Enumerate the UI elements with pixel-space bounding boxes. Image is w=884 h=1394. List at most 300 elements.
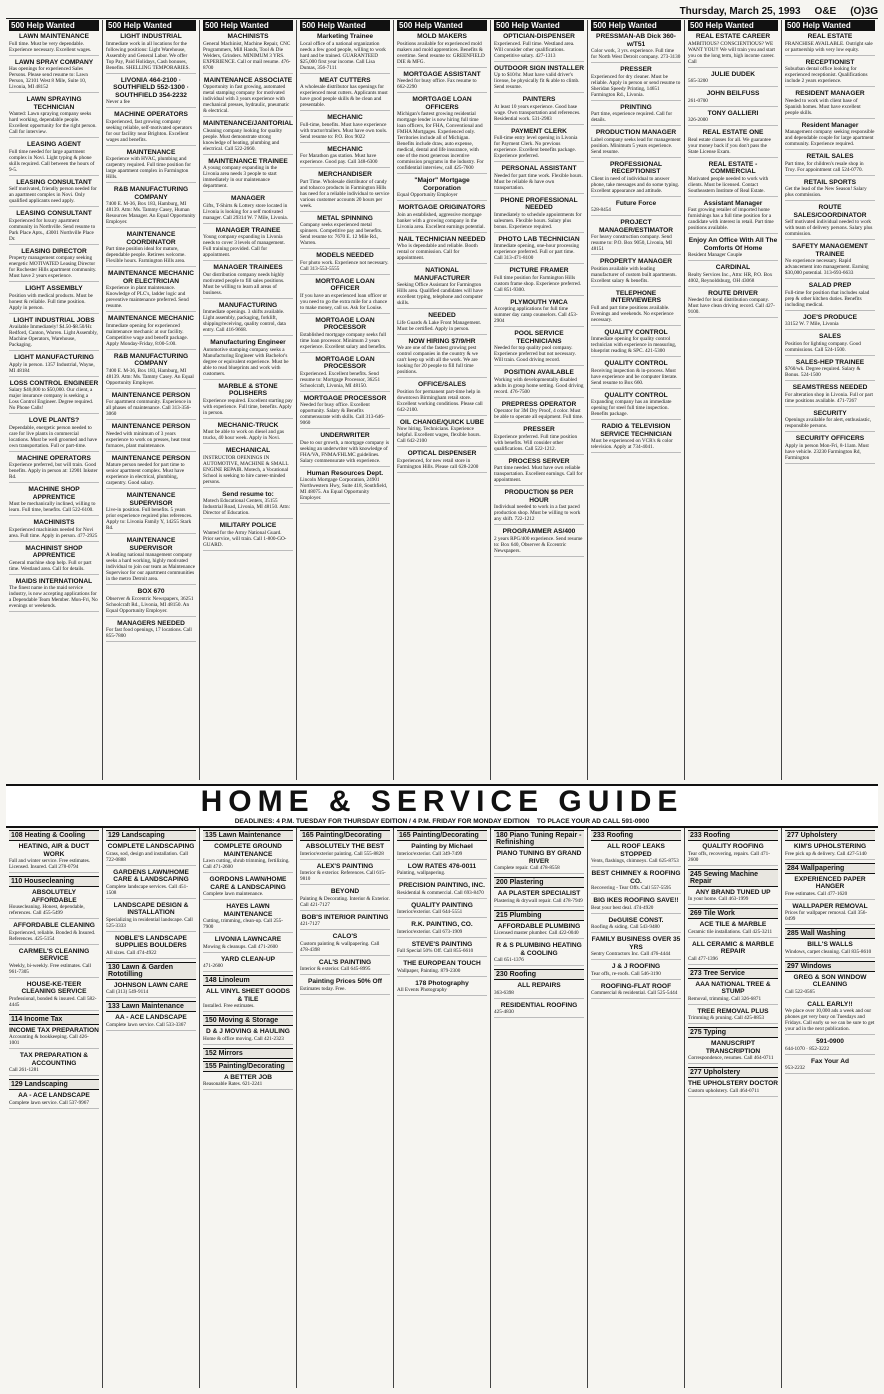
ad-title: PHONE PROFESSIONAL NEEDED [500, 196, 578, 211]
classified-ad [9, 545, 99, 575]
classified-ad [688, 264, 778, 287]
ad-title: REAL ESTATE CAREER [695, 33, 771, 40]
classified-ad [300, 395, 390, 430]
classified-ad [9, 141, 99, 176]
ad-title: REAL ESTATE ONE [702, 129, 764, 136]
ad-title: RADIO & TELEVISION SERVICE TECHNICIAN [600, 423, 672, 438]
ad-body: Needed for busy office. Fax resume to 662-2290 [397, 78, 477, 90]
ad-title: QUALITY CONTROL [604, 391, 668, 399]
ad-body: Wanted: Lawn spraying company seeks hard working, dependable people. Excellent opportunity for the right person. Call for interview. [9, 111, 97, 135]
ad-body: Experienced, fast growing company seeking reliable, self-motivated operators for our facility near Brighton. Excellent wages and benefits. [106, 118, 192, 143]
service-ad [785, 903, 875, 926]
help-wanted-column [297, 20, 394, 780]
service-ad-title: HEATING, AIR & DUCT WORK [18, 843, 90, 858]
ad-title: Send resume to: [222, 490, 274, 498]
service-ad [300, 978, 390, 995]
service-ad-body: 953-2232 [785, 1065, 805, 1071]
ad-body: Operator for 3M Dry Proof, 4 color. Must be able to operate all equipment. Full time. [494, 408, 584, 420]
ad-title: REAL ESTATE - COMMERCIAL [708, 160, 758, 175]
ad-title: MACHINE OPERATORS [114, 111, 188, 118]
ad-body: Who is dependable and reliable. Booth rental or commission. Call for appointment. [397, 243, 478, 261]
service-ad [688, 843, 778, 866]
ad-title: MACHINIST SHOP APPRENTICE [25, 544, 83, 559]
ad-title: POOL SERVICE TECHNICIANS [514, 330, 564, 345]
help-wanted-column [200, 20, 297, 780]
service-ad-body: Mowing & cleanups. Call 471-2600 [203, 943, 278, 950]
ad-body: Cleaning company looking for quality people. Must demonstrate strong knowledge of heating, plumbing and electrical. Call 522-2660. [203, 127, 283, 152]
ad-title: NEEDED [428, 312, 456, 319]
service-ad [203, 936, 293, 953]
classified-ad [494, 128, 584, 163]
service-ad [106, 869, 196, 899]
ad-title: LIGHT INDUSTRIAL JOBS [13, 316, 95, 324]
ad-body: Full time position for Farmington Hills custom frame shop. Experience preferred. Call 851-9300. [494, 274, 581, 293]
classified-ad [9, 248, 99, 283]
ad-body: Experience preferred, but will train. Good benefits. Apply in person at: 12901 Inkster Rd. [9, 462, 98, 480]
ad-body: Experience preferred. Full time position with benefits. Will consider other qualifications. Call 522-1212. [494, 433, 578, 452]
service-ad [397, 902, 487, 919]
ad-body: Mature person needed for part time to senior apartment complex. Must have experience in electrical, plumbing, carpentry. Good salary. [106, 462, 185, 486]
service-ad-title: Fax Your Ad [811, 1057, 849, 1065]
guide-category-heading: 135 Lawn Maintenance [203, 830, 293, 841]
service-ad-title: THE UPHOLSTERY DOCTOR [688, 1080, 779, 1087]
ad-body: For alteration shop in Livonia. Full or part time positions available. 471-7267 [785, 391, 873, 404]
ad-title: LOVE PLANTS? [28, 417, 80, 424]
classified-ad [300, 317, 390, 353]
column-heading: 500 Help Wanted [203, 20, 293, 31]
ad-body: Immediate opening, one-hour processing experience preferred. Full or part time. Call 313-471-8100 [494, 243, 579, 261]
ad-body: Live-in position. Full benefits. 5 years prior experience required plus references. Apply to: Livonia Family Y, 14255 Stark Rd. [106, 507, 193, 531]
classified-ad [591, 360, 681, 389]
service-ad-body: Roofing & siding. Call 543-9480 [591, 924, 660, 930]
guide-category-heading: 129 Landscaping [106, 830, 196, 841]
service-ad-body: Interior/exterior. Call 349-7499 [397, 850, 463, 857]
ad-title: JOE'S PRODUCE [803, 313, 857, 321]
classified-ad [106, 455, 196, 490]
ad-title: LIGHT INDUSTRIAL [120, 33, 182, 40]
service-ad-body: Weekly, bi-weekly. Free estimates. Call 961-7305 [9, 962, 92, 975]
help-wanted-column [782, 20, 878, 780]
ad-title: PRINTING [620, 103, 652, 111]
service-ad [203, 1074, 293, 1091]
service-ad-body: Call 261-1281 [9, 1067, 39, 1073]
ad-body: Salary $40,000 to $50,000. Our client, a major insurance company is seeking a Loss Control Engineer. Degree required. No Phone Calls! [9, 387, 94, 411]
classified-ad [397, 71, 487, 94]
ad-title: MAINTENANCE PERSON [111, 391, 191, 399]
service-ad-title: PIANO TUNING BY GRAND RIVER [496, 850, 582, 865]
ad-body: A wholesale distributor has openings for experienced meat cutters. Applicants must have good people skills & be clean and presentable. [300, 84, 388, 108]
ad-body: Opportunity in fast growing, automated metal stamping company for motivated individual with 3 years experience with mechanical presses, hydraulic, pneumatic & electrical. [203, 84, 290, 114]
ad-body: For fast food openings, 17 locations. Call 855-7800 [106, 627, 192, 639]
ad-body: Up to $10/hr. Must have valid driver's license, be physically fit & able to climb. Send resume. [494, 72, 580, 90]
classified-ad [688, 90, 778, 107]
ad-body: 2 years RPG/400 experience. Send resume to: Box 640, Observer & Eccentric Newspapers. [494, 535, 583, 554]
classified-ad [494, 489, 584, 525]
service-ad-body: 425-4830 [494, 1009, 514, 1015]
service-ad-title: 178 Photography [415, 979, 469, 987]
classified-ad [591, 104, 681, 127]
guide-category-heading: 233 Roofing [591, 830, 681, 841]
ad-body: Full time. Must be very dependable. Experience necessary. Excellent wages. [9, 40, 92, 53]
service-ad-body: Call 522-0565 [785, 988, 815, 995]
ad-title: Future Force [615, 199, 657, 207]
guide-column [6, 828, 103, 1388]
classified-ad [106, 111, 196, 146]
ad-body: Position for lighting company. Good commissions. Call 524-1500. [785, 340, 861, 353]
guide-category-heading: 297 Windows [785, 961, 875, 972]
service-ad-body: Prices for wallpaper removal. Call 356-0499 [785, 910, 868, 922]
ad-title: PRODUCTION MANAGER [595, 129, 677, 136]
service-ad [203, 876, 293, 900]
ad-title: PLYMOUTH YMCA [510, 298, 568, 306]
ad-body: Experienced. Excellent benefits. Send resume to: Mortgage Processor, 36251 Schoolcraft, Livonia, MI 48150. [300, 370, 381, 389]
ad-body: Positions available for experienced mold makers and mold apprentices. Benefits & overtime. Send resume to: GREENFIELD DIE & MFG. [397, 40, 485, 65]
ad-title: RESIDENT MANAGER [795, 90, 865, 97]
service-ad-body: Professional, bonded & insured. Call 582-4445 [9, 995, 97, 1008]
classified-ad [9, 519, 99, 542]
classified-ad [688, 161, 778, 197]
classified-ad [203, 227, 293, 262]
classified-ad [591, 290, 681, 326]
ad-title: MODELS NEEDED [316, 252, 374, 259]
ad-body: Immediate opening for experienced maintenance mechanic at our facility. Competitive wage and benefit package. Apply Monday-Friday, 8:00-5:00. [106, 322, 188, 347]
service-ad-body: Complete lawn maintenance. [203, 891, 264, 897]
service-ad [785, 1058, 875, 1075]
service-ad-title: ALL CERAMIC & MARBLE REPAIR [692, 940, 774, 955]
service-ad-body: Ceramic tile installations. Call 425-3211 [688, 928, 773, 935]
service-ad-title: BEST CHIMNEY & ROOFING CO. [591, 870, 681, 885]
classified-ad [494, 33, 584, 62]
service-ad-title: LIVONIA LAWNCARE [214, 936, 282, 943]
classified-ad [785, 59, 875, 88]
service-ad-title: PRECISION PAINTING, INC. [399, 882, 485, 889]
classified-ad [494, 65, 584, 94]
service-ad-title: YARD CLEAN-UP [221, 955, 275, 963]
service-ad [785, 876, 875, 900]
classified-ad [9, 59, 99, 94]
column-heading: 500 Help Wanted [300, 20, 390, 31]
ad-body: Experience in plant maintenance. Knowledge of PLC's, ladder logic and preventive maintenance preferred. Send resume. [106, 285, 189, 309]
classified-ad [494, 426, 584, 455]
classified-ad [494, 197, 584, 233]
service-ad-body: Interior/exterior painting. Call 555-8828 [300, 850, 384, 857]
service-ad-title: INCOME TAX PREPARATION [9, 1026, 99, 1034]
ad-body: Full time needed for large apartment complex in Novi. Light typing & phone skills required. Call between the hours of 9-5. [9, 148, 95, 173]
ad-body: Established mortgage company seeks full time loan processor. Minimum 2 years experience. Excellent salary and benefits. [300, 331, 387, 350]
classified-ad [203, 522, 293, 551]
classified-ad [300, 146, 390, 169]
ad-title: MACHINE OPERATORS [17, 454, 91, 462]
guide-column [103, 828, 200, 1388]
service-ad-title: GREG & SON WINDOW CLEANING [793, 973, 867, 988]
service-ad-body: Painting, wallpapering. [397, 870, 446, 876]
service-ad-body: Experienced, reliable. Bonded & Insured. References. 425-5154 [9, 929, 96, 942]
ad-title: LEASING CONSULTANT [16, 210, 92, 217]
service-ad-title: TAX PREPARATION & ACCOUNTING [19, 1052, 89, 1067]
classified-ad [785, 33, 875, 56]
ad-title: LOSS CONTROL ENGINEER [9, 379, 99, 387]
ad-title: SALES-HEP TRAINEE [795, 358, 865, 366]
ad-title: Human Resources Dept. [306, 469, 384, 477]
service-ad [494, 942, 584, 966]
ad-body: Full-time entry level opening in Livonia for Payment Clerk. No previous experience. Excellent benefits package. Experience preferred. [494, 135, 578, 159]
ad-title: PERSONAL ASSISTANT [501, 165, 577, 172]
column-heading: 500 Help Wanted [106, 20, 196, 31]
classified-ad [106, 231, 196, 267]
guide-category-heading: 230 Roofing [494, 969, 584, 980]
service-ad-body: Custom painting & wallpapering. Call 478-4398 [300, 940, 380, 953]
ad-body: Apply in person. 1357 Industrial, Wayne, MI 48184 [9, 361, 95, 374]
service-ad [300, 843, 390, 860]
ad-body: Self motivated individual needed to work with team of delivery persons. Salary plus commission. [785, 219, 873, 237]
service-ad [106, 982, 196, 999]
classified-ad [785, 122, 875, 151]
classified-ad [106, 77, 196, 109]
classified-ad [106, 492, 196, 534]
classified-ad [9, 380, 99, 415]
service-ad [688, 889, 778, 906]
ad-body: Needed with minimum of 3 years experience to work on presses, heat treat furnaces, plant maintenance. [106, 430, 191, 449]
ad-title: BOX 670 [137, 588, 165, 595]
ad-title: LIVONIA 464-2100 · SOUTHFIELD 552-1300 · SOUTHFIELD 354-2232 [113, 76, 189, 99]
ad-title: Resident Manager [801, 121, 859, 129]
ad-title: MEAT CUTTERS [319, 76, 371, 84]
guide-category-heading: 129 Landscaping [9, 1079, 99, 1090]
ad-title: Enjoy An Office With All The Comforts Of Home [688, 237, 778, 252]
ad-title: SEAMSTRESS NEEDED [792, 384, 868, 391]
help-wanted-column [6, 20, 103, 780]
ad-title: LEASING CONSULTANT [16, 178, 92, 186]
service-ad-title: AA - ACE LANDSCAPE [18, 1092, 90, 1099]
service-ad-title: CALO'S [332, 933, 358, 940]
classified-ad [591, 129, 681, 158]
ad-body: At least 10 years experience. Good base wage. Own transportation and references. Residential work. 531-2983 [494, 103, 581, 122]
ad-body: Full-time, benefits. Must have experience with tractor/trailers. Must have own tools. Send resume to: P.O. Box 9022 [300, 121, 388, 140]
service-ad-title: LOW RATES 476-0011 [407, 862, 477, 870]
ad-body: Experience required. Excellent starting pay with experience. Full time, benefits. Apply in person. [203, 397, 293, 416]
service-ad [785, 1038, 875, 1055]
ad-body: Immediate opening for quality control technician with experience in measuring, blueprint reading & SPC. 421-5300 [591, 336, 677, 354]
ad-body: Our distribution company needs highly motivated people to fill sales positions. Must be willing to learn all areas of business. [203, 271, 285, 296]
classified-ad [494, 401, 584, 424]
guide-category-heading: 275 Typing [688, 1027, 778, 1038]
service-ad [9, 1092, 99, 1109]
ad-title: MAINTENANCE SUPERVISOR [126, 537, 176, 552]
service-ad-body: Recovering - Tear Offs. Call 557-5595 [591, 885, 672, 891]
ad-body: Resident Manager Couple [688, 252, 743, 258]
service-ad-title: EXPERIENCED PAPER HANGER [794, 875, 866, 890]
classified-ad [203, 422, 293, 445]
classified-ad [494, 96, 584, 125]
ad-body: Label company seeks lead for management position. Minimum 5 years experience. Send resume. [591, 136, 681, 155]
service-ad-body: Call 477-1396 [688, 955, 718, 962]
ad-body: Available Immediately! $4.50-$8.50/Hr. Redford, Canton, Warren. Light Assembly, Machine Operators, Warehouse, Packaging. [9, 324, 98, 348]
service-ad-body: Housecleaning. Honest, dependable, references. Call 455-5499 [9, 904, 85, 916]
ad-title: OFFICE/SALES [418, 381, 466, 388]
service-ad [9, 981, 99, 1011]
classified-ad [106, 186, 196, 228]
ad-title: Assistant Manager [703, 199, 763, 207]
ad-body: Full-time for position that includes salad prep & other kitchen duties. Benefits including medical. [785, 289, 870, 308]
service-ad-body: Fall Special 50% Off. Call 855-6610 [397, 948, 474, 954]
ad-title: MACHINISTS [33, 519, 75, 526]
service-ad-title: CALL EARLY!! [807, 1000, 853, 1008]
ad-body: Due to our growth, a mortgage company is seeking an underwriter with knowledge of FHA/VA, FNMA/FHLMC guidelines. Salary commensurate with experience. [300, 439, 390, 464]
guide-category-heading: 130 Lawn & Garden Rototilling [106, 962, 196, 980]
ad-body: Individual needed to work in a fast paced production shop. Must be willing to work any shift. 722-1212 [494, 504, 581, 522]
ad-title: PRODUCTION $6 PER HOUR [504, 489, 574, 504]
service-ad-title: Painting Prices 50% Off [307, 978, 383, 985]
service-ad-title: J & J ROOFING [611, 963, 661, 970]
service-ad-body: Interior/exterior. Call 644-5551 [397, 909, 463, 915]
service-ad [106, 935, 196, 959]
service-ad [494, 982, 584, 999]
ad-title: RETAIL SPORTS [803, 178, 857, 186]
ad-body: FRANCHISE AVAILABLE. Outright sale or partnership with very low equity. [785, 40, 873, 53]
ad-body: Company seeks experienced metal spinners. Competitive pay and benefits. Send resume to: 7670 E. 12 Mile Rd., Warren. [300, 222, 383, 246]
ad-body: Accepting applications for full time summer day camp counselors. Call 453-2904 [494, 306, 578, 324]
service-ad-title: A BETTER JOB [223, 1073, 273, 1081]
ad-body: Part time needed. Must have own reliable transportation. Excellent earnings. Call for appointment. [494, 465, 583, 483]
service-ad [591, 870, 681, 894]
classified-ad [9, 210, 99, 245]
ad-title: MECHANICAL [225, 447, 271, 454]
classified-ad [106, 423, 196, 452]
classified-ad [591, 66, 681, 101]
ad-body: A young company expanding in the Livonia area needs 3 people to start immediately in our maintenance department. [203, 165, 277, 189]
service-ad-title: AAA NATIONAL TREE & STUMP [695, 980, 771, 995]
service-ad [688, 981, 778, 1005]
classified-ad [397, 177, 487, 201]
service-ad [591, 917, 681, 934]
ad-title: LIGHT ASSEMBLY [25, 285, 83, 292]
ad-body: Management company seeking responsible and dependable couple for large apartment community. Experience required. [785, 129, 875, 147]
classified-ad [300, 278, 390, 314]
service-ad [397, 980, 487, 997]
ad-title: LEASING DIRECTOR [21, 247, 87, 255]
ad-body: Experience with HVAC, plumbing and carpentry required. Full time position for large apartment complex in Farmington Hills. [106, 156, 191, 180]
service-ad-title: HAYES LAWN MAINTENANCE [223, 903, 273, 918]
service-ad-title: ALL ROOF LEAKS STOPPED [607, 843, 665, 858]
guide-category-heading: 284 Wallpapering [785, 863, 875, 874]
classified-ad [106, 537, 196, 585]
classified-ad [9, 578, 99, 613]
service-ad-body: Residential & commercial. Call 693-8470 [397, 889, 484, 896]
ad-body: No experience necessary. Rapid advancement into management. Earning $30,000 potential. 313-693-6633 [785, 258, 869, 276]
service-ad [9, 1052, 99, 1076]
ad-title: SECURITY OFFICERS [795, 435, 865, 442]
ad-title: MANUFACTURING [218, 301, 278, 309]
guide-category-heading: 233 Roofing [688, 830, 778, 841]
column-heading: 500 Help Wanted [591, 20, 681, 31]
ad-title: MACHINISTS [227, 33, 269, 40]
classified-ad [591, 423, 681, 453]
service-ad-body: Complete landscape services. Call 451-1508 [106, 883, 188, 896]
ad-title: MANAGER TRAINEES [213, 264, 283, 271]
service-ad-title: HOUSE-KE-TEER CLEANING SERVICE [21, 980, 87, 995]
classified-ad [9, 354, 99, 377]
ad-body: Has openings for experienced Sales Persons. Please send resume to: Lawn Person, 32101 West 8 Mile, Suite 10, Livonia, MI 48152 [9, 66, 88, 90]
service-ad [688, 1040, 778, 1064]
service-ad [397, 960, 487, 977]
ad-body: Needed for top quality pool company. Experience preferred but not necessary. Will train. Good driving record. [494, 345, 576, 363]
guide-category-heading: 277 Upholstery [688, 1067, 778, 1078]
ad-title: JULIE DUDEK [711, 70, 755, 78]
ad-title: OIL CHANGE/QUICK LUBE [399, 418, 485, 426]
help-wanted-column [491, 20, 588, 780]
service-ad-body: Painting & Decorating. Interior & Exterior. Call 421-7127 [300, 895, 390, 908]
ad-title: MAIDS INTERNATIONAL [15, 577, 93, 585]
ad-title: PAINTERS [522, 96, 556, 103]
ad-body: Receiving inspection & in-process. Must have experience and be computer literate. Send resume to Box 660. [591, 367, 678, 386]
ad-body: Wanted for the Army National Guard. Prior service, will train. Call 1-800-GO-GUARD. [203, 529, 287, 548]
ad-body: Local office of a national organization needs a few good people, willing to work hard and be trained. GUARANTEED $25,000 first year income. Call Lisa Dumas, 356-7111 [300, 40, 386, 71]
service-ad-body: Specializing in residential landscape. Call 525-3333 [106, 916, 193, 929]
ad-body: 528-8454 [591, 207, 611, 213]
ad-body: Position for permanent part-time help in downtown Birmingham retail store. Excellent working conditions. Please call 642-2100. [397, 388, 483, 413]
service-ad-body: All Events Photography [397, 987, 447, 993]
ad-title: MAINTENANCE SUPERVISOR [126, 492, 176, 507]
guide-category-heading: 165 Painting/Decorating [397, 830, 487, 841]
classified-ad [203, 120, 293, 155]
ad-title: MAINTENANCE MECHANIC [107, 315, 195, 322]
service-ad-body: Windows, carpet cleaning. Call 835-8610 [785, 948, 872, 955]
service-ad [688, 921, 778, 938]
classified-ad [397, 33, 487, 68]
service-ad-body: Interior/exterior. Call 673-1909 [397, 928, 463, 935]
service-ad-title: NOBLE'S LANDSCAPE SUPPLIES BOULDERS [115, 934, 187, 949]
service-ad-body: 421-7127 [300, 921, 320, 927]
service-ad-title: ACE TILE & MARBLE [699, 921, 767, 928]
ad-body: Observer & Eccentric Newspapers, 36251 Schoolcraft Rd., Livonia, MI 48150. An Equal Opportunity Employer. [106, 595, 194, 614]
classified-ad [494, 236, 584, 265]
ad-title: MORTGAGE ASSISTANT [403, 70, 481, 78]
service-ad-title: ALL VINYL SHEET GOODS & TILE [205, 988, 291, 1003]
service-ad-title: WALLPAPER REMOVAL [792, 902, 868, 910]
classified-ad [300, 114, 390, 143]
ad-body: Michigan's fastest growing residential mortgage lender is now hiring full time loan officers, for FHA, Conventional and FMHA Mortgages. Experienced only. Territories include all of Michigan. Benefits include draw, auto expense, medical, dental and life insurance, with one of the most generous incentive commission programs in the industry. For confidential interview, call 425-7600 [397, 111, 484, 171]
service-ad-title: COMPLETE GROUND MAINTENANCE [214, 843, 282, 858]
service-ad [494, 890, 584, 907]
classified-ad [203, 33, 293, 74]
ad-title: LEASING AGENT [27, 141, 81, 148]
classified-ad [397, 96, 487, 174]
guide-column [200, 828, 297, 1388]
classified-ad [203, 158, 293, 193]
service-ad [785, 974, 875, 998]
ad-body: We are one of the fastest growing pest control companies in the country & we can't keep up with all the work. We are looking for 20 people to fill full time positions. [397, 345, 478, 375]
service-ad-title: R.K. PAINTING, CO. [411, 921, 473, 928]
classified-ad [785, 90, 875, 119]
ad-title: MAINTENANCE [126, 148, 176, 156]
service-ad-body: Free pick up & delivery. Call 427-5140 [785, 850, 867, 857]
ad-title: MANAGERS NEEDED [117, 619, 185, 627]
service-ad-body: Trimming & pruning. Call 425-8853 [688, 1015, 765, 1021]
ad-body: Experienced machinists needed for Novi area. Full time. Apply in person. 477-2925 [9, 526, 98, 539]
ad-title: MAINTENANCE PERSON [111, 454, 191, 462]
service-ad-body: 471-2600 [203, 963, 223, 969]
service-ad [785, 941, 875, 958]
ad-body: Now hiring. Technicians. Experience helpful. Excellent wages, flexible hours. Call 642-2100 [397, 426, 481, 444]
ad-body: Working with developmentally disabled adults in group home setting. Good driving record. 476-7500 [494, 376, 584, 395]
classified-ad [300, 432, 390, 467]
classified-ad [106, 149, 196, 184]
guide-category-heading: 110 Housecleaning [9, 876, 99, 887]
ad-body: Join an established, aggressive mortgage banker with a growing company in the Livonia area. Excellent earnings potential. [397, 211, 485, 230]
service-ad [397, 882, 487, 899]
guide-column [588, 828, 685, 1388]
classified-ad [494, 330, 584, 366]
